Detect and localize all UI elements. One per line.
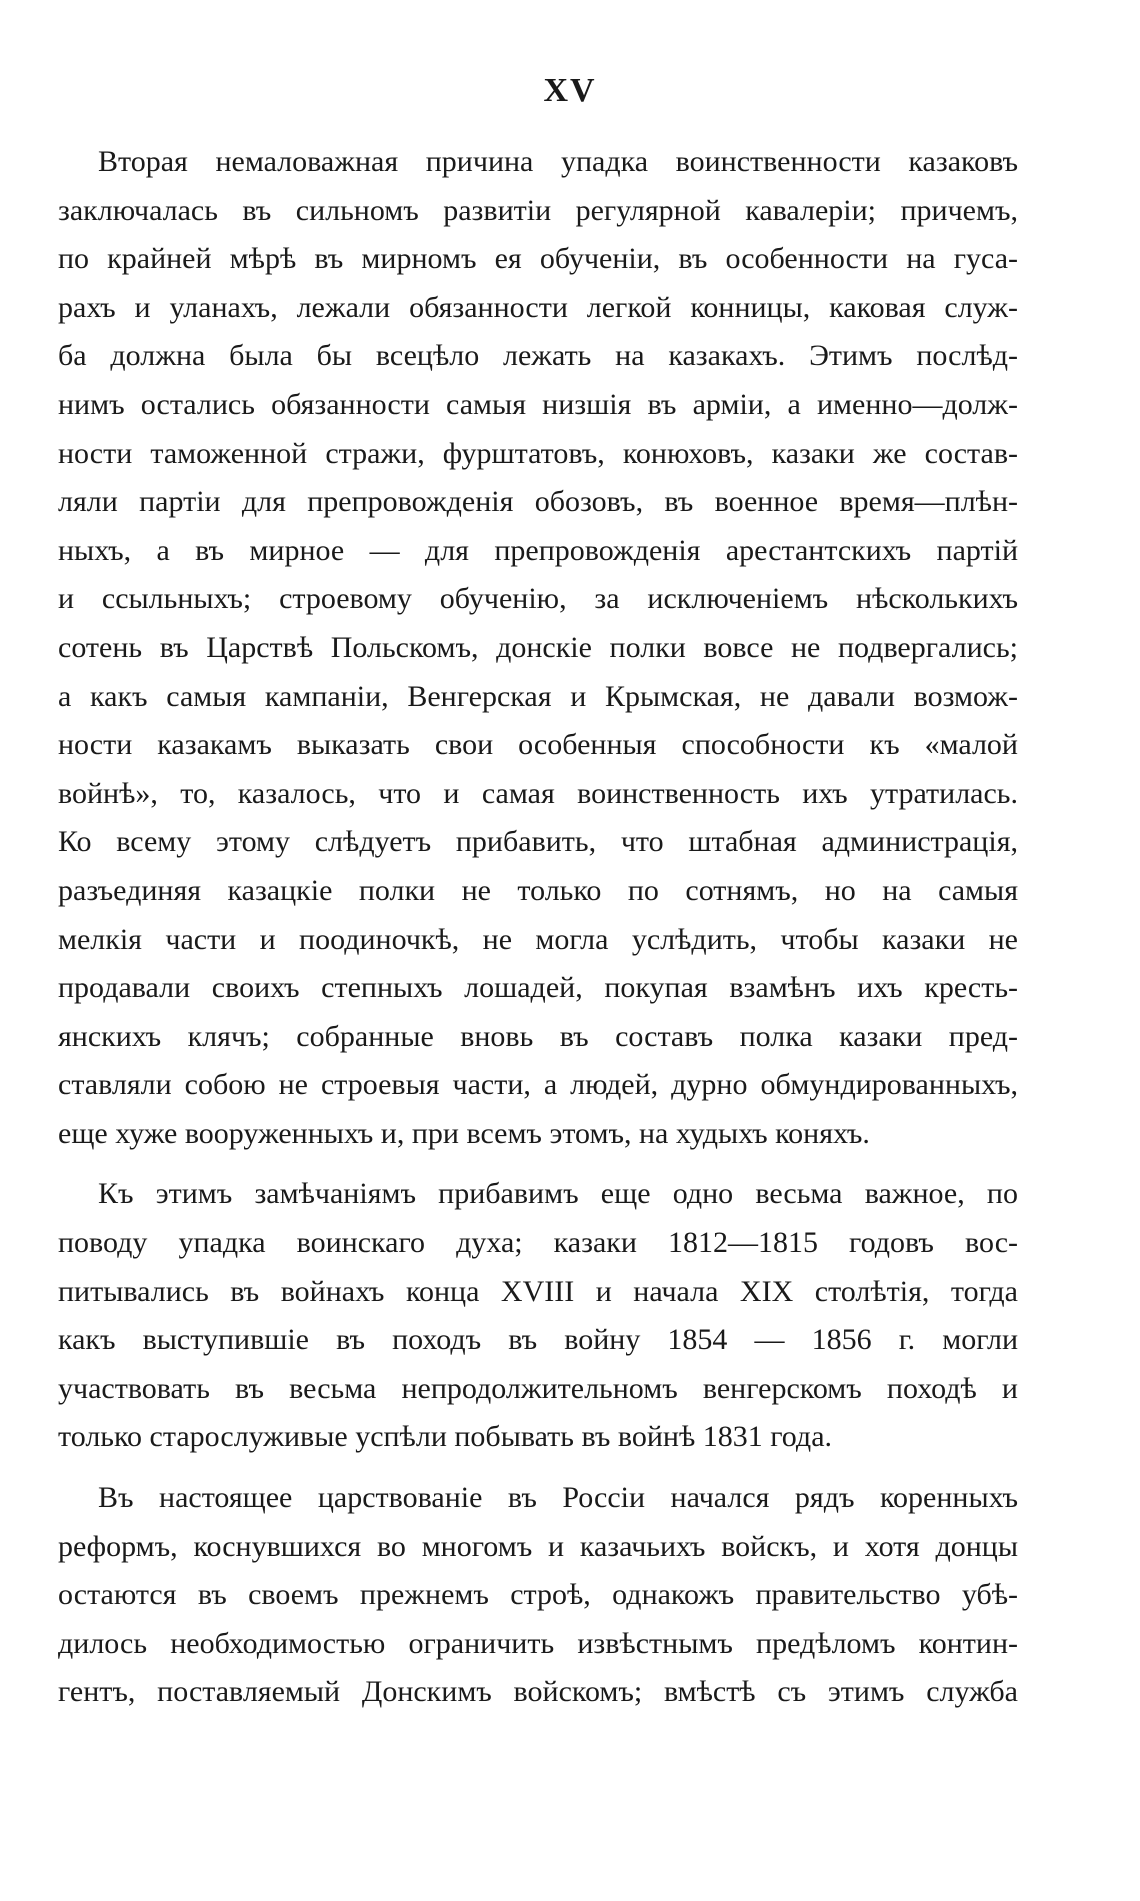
text-line: сотень въ Царствѣ Польскомъ, донскіе полки вовсе не подвергались; — [58, 630, 1018, 664]
text-line: дилось необходимостью ограничить извѣстнымъ предѣломъ контин- — [58, 1626, 1018, 1660]
text-line: янскихъ клячъ; собранные вновь въ составъ полка казаки пред- — [58, 1019, 1018, 1053]
text-line: Вторая немаловажная причина упадка воинственности казаковъ — [98, 145, 1018, 178]
text-line: гентъ, поставляемый Донскимъ войскомъ; вмѣстѣ съ этимъ служба — [58, 1675, 1018, 1709]
text-line: по крайней мѣрѣ въ мирномъ ея обученіи, въ особенности на гуса- — [58, 242, 1018, 276]
text-line: Ко всему этому слѣдуетъ прибавить, что штабная администрація, — [58, 825, 1018, 859]
text-line: ба должна была бы всецѣло лежать на казакахъ. Этимъ послѣд- — [58, 339, 1018, 373]
text-line: ныхъ, а въ мирное — для препровожденія арестантскихъ партій — [58, 533, 1018, 567]
text-line: только старослуживые успѣли побывать въ войнѣ 1831 года. — [58, 1420, 833, 1454]
text-line: ности казакамъ выказать свои особенныя способности къ «малой — [58, 728, 1018, 762]
text-line: ности таможенной стражи, фурштатовъ, конюховъ, казаки же состав- — [58, 436, 1018, 470]
text-line: реформъ, коснувшихся во многомъ и казачьихъ войскъ, и хотя донцы — [58, 1529, 1018, 1563]
page-number: XV — [543, 72, 597, 109]
text-line: Въ настоящее царствованіе въ Россіи начался рядъ коренныхъ — [98, 1481, 1018, 1515]
text-line: какъ выступившіе въ походъ въ войну 1854 — 1856 г. могли — [58, 1323, 1018, 1357]
paragraph — [58, 1170, 1018, 1462]
text-line: остаются въ своемъ прежнемъ строѣ, однакожъ правительство убѣ- — [58, 1578, 1018, 1612]
text-line: продавали своихъ степныхъ лошадей, покупая взамѣнъ ихъ кресть- — [58, 971, 1018, 1005]
text-line: участвовать въ весьма непродолжительномъ венгерскомъ походѣ и — [58, 1371, 1018, 1405]
text-line: разъединяя казацкіе полки не только по сотнямъ, но на самыя — [58, 873, 1018, 907]
text-line: и ссыльныхъ; строевому обученію, за исключеніемъ нѣсколькихъ — [58, 582, 1018, 616]
text-line: мелкія части и поодиночкѣ, не могла услѣдить, чтобы казаки не — [58, 922, 1018, 956]
text-line: ляли партіи для препровожденія обозовъ, въ военное время—плѣн- — [58, 485, 1018, 519]
body-text — [58, 138, 1018, 1717]
text-line: Къ этимъ замѣчаніямъ прибавимъ еще одно весьма важное, по — [98, 1177, 1018, 1211]
text-line: заключалась въ сильномъ развитіи регулярной кавалеріи; причемъ, — [58, 193, 1018, 227]
text-line: еще хуже вооруженныхъ и, при всемъ этомъ, на худыхъ коняхъ. — [58, 1116, 870, 1150]
text-line: а какъ самыя кампаніи, Венгерская и Крымская, не давали возмож- — [58, 679, 1018, 713]
text-line: рахъ и уланахъ, лежали обязанности легкой конницы, каковая служ- — [58, 290, 1018, 324]
text-line: питывались въ войнахъ конца XVIII и начала XIX столѣтія, тогда — [58, 1274, 1018, 1308]
paragraph-gap — [58, 1462, 1018, 1474]
text-line: войнѣ», то, казалось, что и самая воинственность ихъ утратилась. — [58, 776, 1018, 810]
text-line: поводу упадка воинскаго духа; казаки 1812—1815 годовъ вос- — [58, 1226, 1018, 1260]
paragraph — [58, 138, 1018, 1158]
paragraph — [58, 1474, 1018, 1717]
text-line: ставляли собою не строевыя части, а людей, дурно обмундированныхъ, — [58, 1068, 1018, 1102]
text-line: нимъ остались обязанности самыя низшія въ арміи, а именно—долж- — [58, 387, 1018, 421]
paragraph-gap — [58, 1158, 1018, 1170]
